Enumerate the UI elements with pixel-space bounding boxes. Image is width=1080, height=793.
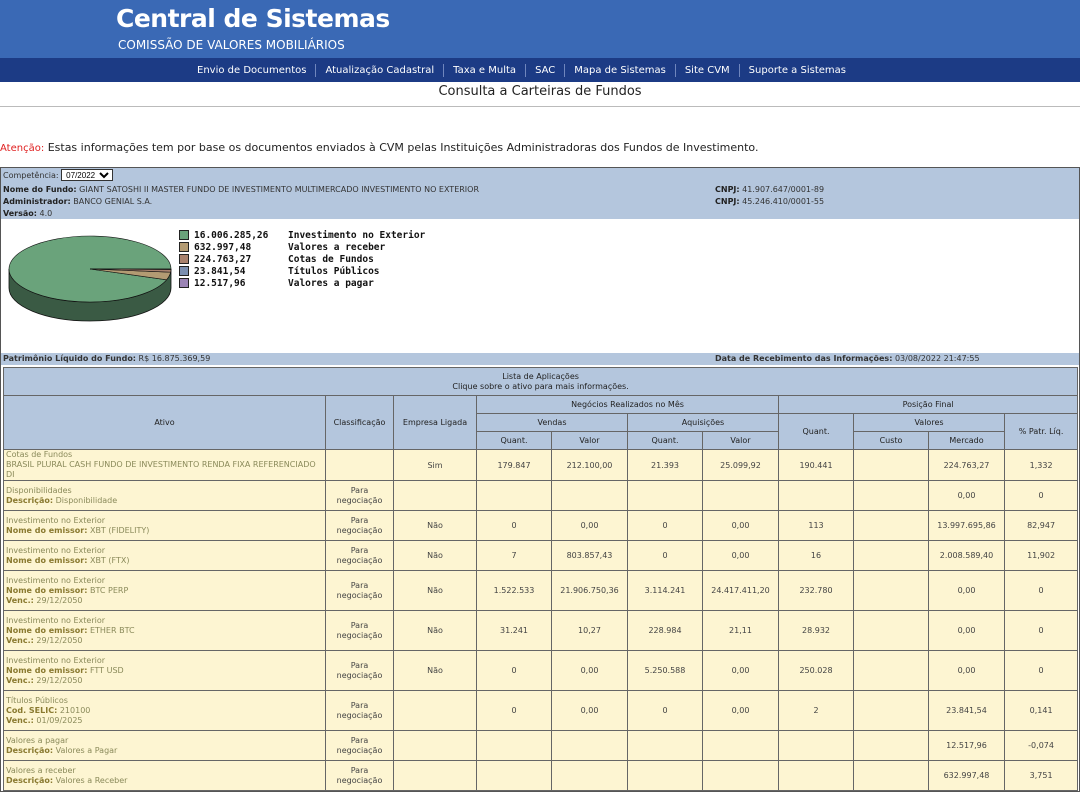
posicao-quant-cell: 113 [779, 511, 854, 541]
version-value: 4.0 [36, 209, 53, 218]
empresa-ligada-cell [394, 731, 477, 761]
patr-liq-cell: 1,332 [1005, 450, 1078, 481]
site-header [0, 0, 1080, 58]
mercado-cell: 224.763,27 [929, 450, 1005, 481]
asset-cell[interactable] [4, 511, 326, 541]
col-patr-liq: % Patr. Líq. [1005, 414, 1078, 450]
asset-detail-label: Nome do emissor: [6, 625, 88, 635]
col-ativo: Ativo [4, 396, 326, 450]
classification-line1: Para [350, 620, 369, 630]
aquis-valor-cell: 21,11 [703, 611, 779, 651]
asset-cell[interactable] [4, 691, 326, 731]
mercado-cell: 0,00 [929, 571, 1005, 611]
patr-liq-cell: 82,947 [1005, 511, 1078, 541]
site-subtitle: COMISSÃO DE VALORES MOBILIÁRIOS [118, 38, 345, 52]
classification-line2: negociação [336, 710, 383, 720]
fund-name-row [3, 185, 479, 194]
vendas-quant-cell: 0 [477, 651, 552, 691]
posicao-quant-cell: 28.932 [779, 611, 854, 651]
classification-line1: Para [350, 660, 369, 670]
classification-line1: Para [350, 485, 369, 495]
legend-value: 16.006.285,26 [194, 229, 269, 241]
col-aquisicoes: Aquisições [628, 414, 779, 432]
aquis-quant-cell: 0 [628, 511, 703, 541]
classification-line2: negociação [336, 590, 383, 600]
legend-label: Títulos Públicos [288, 265, 380, 277]
patr-liq-cell: 11,902 [1005, 541, 1078, 571]
mercado-cell: 13.997.695,86 [929, 511, 1005, 541]
vendas-valor-cell: 10,27 [552, 611, 628, 651]
classification-line2: negociação [336, 555, 383, 565]
cnpj-admin-value: 45.246.410/0001-55 [739, 197, 825, 206]
custo-cell [854, 651, 929, 691]
vendas-valor-cell: 21.906.750,36 [552, 571, 628, 611]
col-empresa-ligada: Empresa Ligada [394, 396, 477, 450]
asset-venc-value: 01/09/2025 [33, 715, 83, 725]
empresa-ligada-cell [394, 761, 477, 791]
legend-value: 224.763,27 [194, 253, 252, 265]
classification-line2: negociação [336, 630, 383, 640]
vendas-valor-cell: 0,00 [552, 511, 628, 541]
asset-detail-value: Disponibilidade [53, 495, 118, 505]
patr-liq-cell: 0 [1005, 571, 1078, 611]
col-posicao-final: Posição Final [779, 396, 1078, 414]
top-nav [0, 58, 1080, 82]
posicao-quant-cell [779, 481, 854, 511]
posicao-quant-cell: 232.780 [779, 571, 854, 611]
legend-item [179, 265, 425, 277]
asset-detail-label: Descrição: [6, 745, 54, 755]
classification-line1: Para [350, 545, 369, 555]
fund-info [1, 168, 1079, 219]
col-vendas-valor: Valor [552, 432, 628, 450]
asset-detail-value: BRASIL PLURAL CASH FUNDO DE INVESTIMENTO RENDA FIXA REFERENCIADO DI [6, 460, 316, 479]
vendas-valor-cell: 212.100,00 [552, 450, 628, 481]
competencia-label: Competência: [3, 171, 59, 180]
mercado-cell: 2.008.589,40 [929, 541, 1005, 571]
table-body [4, 450, 1078, 791]
asset-type: Investimento no Exterior [6, 575, 106, 585]
posicao-quant-cell: 250.028 [779, 651, 854, 691]
aquis-quant-cell: 3.114.241 [628, 571, 703, 611]
site-title: Central de Sistemas [116, 4, 390, 33]
col-aquis-valor: Valor [703, 432, 779, 450]
legend-swatch [179, 254, 189, 264]
legend-swatch [179, 266, 189, 276]
col-vendas-quant: Quant. [477, 432, 552, 450]
version-label: Versão: [3, 209, 37, 218]
asset-detail-value: ETHER BTC [87, 625, 135, 635]
custo-cell [854, 571, 929, 611]
pl-row [3, 354, 210, 363]
classification-line1: Para [350, 580, 369, 590]
applications-table [3, 367, 1078, 791]
aquis-valor-cell: 24.417.411,20 [703, 571, 779, 611]
asset-cell[interactable] [4, 481, 326, 511]
legend-swatch [179, 230, 189, 240]
asset-detail-value: 210100 [57, 705, 91, 715]
aquis-valor-cell [703, 731, 779, 761]
aquis-quant-cell [628, 731, 703, 761]
asset-type: Investimento no Exterior [6, 545, 106, 555]
legend-item [179, 253, 425, 265]
table-row [4, 651, 1078, 691]
nav-item-envio-de-documentos[interactable]: Envio de Documentos [188, 64, 316, 77]
cnpj-fund-label: CNPJ: [715, 185, 740, 194]
table-row [4, 511, 1078, 541]
caption-title: Lista de Aplicações [502, 371, 579, 381]
asset-detail-label: Nome do emissor: [6, 585, 88, 595]
aquis-valor-cell: 0,00 [703, 651, 779, 691]
cnpj-admin-row [715, 197, 824, 206]
vendas-quant-cell: 31.241 [477, 611, 552, 651]
admin-label: Administrador: [3, 197, 71, 206]
vendas-quant-cell: 0 [477, 511, 552, 541]
table-row [4, 731, 1078, 761]
page-title: Consulta a Carteiras de Fundos [438, 84, 642, 99]
asset-type: Cotas de Fundos [6, 450, 73, 459]
asset-detail-value: BTC PERP [87, 585, 129, 595]
custo-cell [854, 731, 929, 761]
cnpj-admin-label: CNPJ: [715, 197, 740, 206]
mercado-cell: 12.517,96 [929, 731, 1005, 761]
asset-detail-value: Valores a Pagar [53, 745, 118, 755]
table-row [4, 571, 1078, 611]
asset-cell[interactable] [4, 541, 326, 571]
col-negocios: Negócios Realizados no Mês [477, 396, 779, 414]
vendas-quant-cell: 7 [477, 541, 552, 571]
legend-label: Cotas de Fundos [288, 253, 374, 265]
classification-line1: Para [350, 700, 369, 710]
col-valores: Valores [854, 414, 1005, 432]
asset-type: Investimento no Exterior [6, 655, 106, 665]
vendas-quant-cell [477, 761, 552, 791]
asset-detail-label: Nome do emissor: [6, 665, 88, 675]
empresa-ligada-cell: Não [394, 511, 477, 541]
legend-label: Investimento no Exterior [288, 229, 426, 241]
classification-line1: Para [350, 765, 369, 775]
asset-detail-label: Descrição: [6, 775, 54, 785]
asset-type: Valores a pagar [6, 735, 69, 745]
asset-type: Disponibilidades [6, 485, 72, 495]
legend-swatch [179, 278, 189, 288]
classification-cell [326, 481, 394, 511]
table-row [4, 450, 1078, 481]
asset-detail-value: FTT USD [87, 665, 124, 675]
receipt-value: 03/08/2022 21:47:55 [892, 354, 980, 363]
classification-line2: negociação [336, 495, 383, 505]
pl-value: R$ 16.875.369,59 [136, 354, 211, 363]
posicao-quant-cell [779, 761, 854, 791]
competencia-row [3, 169, 113, 181]
table-caption-row [4, 368, 1078, 396]
empresa-ligada-cell [394, 691, 477, 731]
posicao-quant-cell: 16 [779, 541, 854, 571]
asset-venc-label: Venc.: [6, 595, 34, 605]
asset-detail-label: Descrição: [6, 495, 54, 505]
legend-swatch [179, 242, 189, 252]
custo-cell [854, 450, 929, 481]
asset-cell[interactable] [4, 761, 326, 791]
asset-venc-label: Venc.: [6, 715, 34, 725]
table-row [4, 691, 1078, 731]
col-vendas: Vendas [477, 414, 628, 432]
nav-item-site-cvm[interactable]: Site CVM [676, 64, 740, 77]
posicao-quant-cell: 2 [779, 691, 854, 731]
asset-detail-label: Cod. SELIC: [6, 705, 58, 715]
aquis-valor-cell: 25.099,92 [703, 450, 779, 481]
caption-hint: Clique sobre o ativo para mais informações. [452, 381, 629, 391]
classification-cell [326, 571, 394, 611]
mercado-cell: 23.841,54 [929, 691, 1005, 731]
mercado-cell: 632.997,48 [929, 761, 1005, 791]
custo-cell [854, 691, 929, 731]
portfolio-chart [1, 219, 1079, 353]
vendas-quant-cell: 0 [477, 691, 552, 731]
asset-type: Investimento no Exterior [6, 615, 106, 625]
aquis-quant-cell: 21.393 [628, 450, 703, 481]
empresa-ligada-cell: Não [394, 541, 477, 571]
col-classificacao: Classificação [326, 396, 394, 450]
receipt-row [715, 354, 980, 363]
aquis-valor-cell: 0,00 [703, 511, 779, 541]
aquis-valor-cell [703, 761, 779, 791]
asset-detail-value: XBT (FIDELITY) [87, 525, 150, 535]
aquis-valor-cell: 0,00 [703, 541, 779, 571]
classification-cell [326, 511, 394, 541]
legend-label: Valores a pagar [288, 277, 374, 289]
nav-item-sac[interactable]: SAC [526, 64, 565, 77]
attention-notice [0, 141, 758, 154]
empresa-ligada-cell: Não [394, 611, 477, 651]
asset-detail-value: XBT (FTX) [87, 555, 130, 565]
aquis-valor-cell [703, 481, 779, 511]
legend-item [179, 229, 425, 241]
patr-liq-cell: 0 [1005, 611, 1078, 651]
classification-cell [326, 651, 394, 691]
chart-legend [179, 229, 425, 289]
legend-value: 12.517,96 [194, 277, 246, 289]
aquis-quant-cell: 0 [628, 541, 703, 571]
custo-cell [854, 761, 929, 791]
mercado-cell: 0,00 [929, 481, 1005, 511]
vendas-quant-cell [477, 731, 552, 761]
vendas-quant-cell: 1.522.533 [477, 571, 552, 611]
classification-cell [326, 541, 394, 571]
attention-text: Estas informações tem por base os documentos enviados à CVM pelas Instituições Administradoras dos Fundos de Investimento. [44, 141, 759, 154]
nav-item-taxa-e-multa[interactable]: Taxa e Multa [444, 64, 526, 77]
custo-cell [854, 611, 929, 651]
table-row [4, 541, 1078, 571]
nav-item-suporte-a-sistemas[interactable]: Suporte a Sistemas [748, 64, 846, 76]
aquis-valor-cell: 0,00 [703, 691, 779, 731]
asset-venc-value: 29/12/2050 [33, 595, 83, 605]
vendas-quant-cell [477, 481, 552, 511]
attention-label: Atenção: [0, 143, 45, 154]
patr-liq-cell: 3,751 [1005, 761, 1078, 791]
classification-line1: Para [350, 515, 369, 525]
asset-type: Valores a receber [6, 765, 76, 775]
legend-label: Valores a receber [288, 241, 386, 253]
classification-cell [326, 691, 394, 731]
custo-cell [854, 481, 929, 511]
table-row [4, 481, 1078, 511]
col-pos-quant: Quant. [779, 414, 854, 450]
asset-type: Títulos Públicos [6, 695, 68, 705]
asset-cell[interactable] [4, 651, 326, 691]
patr-liq-cell: -0,074 [1005, 731, 1078, 761]
empresa-ligada-cell [394, 481, 477, 511]
asset-detail-label: Nome do emissor: [6, 555, 88, 565]
asset-detail-label: Nome do emissor: [6, 525, 88, 535]
admin-value: BANCO GENIAL S.A. [70, 197, 153, 206]
col-mercado: Mercado [929, 432, 1005, 450]
aquis-quant-cell: 228.984 [628, 611, 703, 651]
asset-type: Investimento no Exterior [6, 515, 106, 525]
classification-line2: negociação [336, 670, 383, 680]
aquis-quant-cell [628, 481, 703, 511]
fund-panel [0, 167, 1080, 792]
aquis-quant-cell: 5.250.588 [628, 651, 703, 691]
custo-cell [854, 511, 929, 541]
asset-cell[interactable] [4, 450, 326, 481]
header-row-1 [4, 396, 1078, 414]
nav-list [188, 58, 855, 82]
pl-bar [1, 353, 1079, 365]
pie-chart [1, 219, 179, 353]
vendas-valor-cell [552, 481, 628, 511]
legend-value: 23.841,54 [194, 265, 246, 277]
table-row [4, 761, 1078, 791]
asset-venc-value: 29/12/2050 [33, 635, 83, 645]
aquis-quant-cell: 0 [628, 691, 703, 731]
patr-liq-cell: 0,141 [1005, 691, 1078, 731]
asset-detail-value: Valores a Receber [53, 775, 128, 785]
vendas-valor-cell [552, 731, 628, 761]
col-custo: Custo [854, 432, 929, 450]
competencia-select[interactable] [61, 169, 113, 181]
classification-cell [326, 611, 394, 651]
fund-name-label: Nome do Fundo: [3, 185, 77, 194]
custo-cell [854, 541, 929, 571]
vendas-quant-cell: 179.847 [477, 450, 552, 481]
patr-liq-cell: 0 [1005, 481, 1078, 511]
posicao-quant-cell: 190.441 [779, 450, 854, 481]
vendas-valor-cell: 803.857,43 [552, 541, 628, 571]
asset-cell[interactable] [4, 611, 326, 651]
asset-cell[interactable] [4, 731, 326, 761]
asset-venc-label: Venc.: [6, 635, 34, 645]
cnpj-fund-row [715, 185, 824, 194]
empresa-ligada-cell: Sim [394, 450, 477, 481]
pl-label: Patrimônio Líquido do Fundo: [3, 354, 137, 363]
classification-cell [326, 731, 394, 761]
receipt-label: Data de Recebimento das Informações: [715, 354, 893, 363]
mercado-cell: 0,00 [929, 611, 1005, 651]
asset-cell[interactable] [4, 571, 326, 611]
table-row [4, 611, 1078, 651]
classification-cell [326, 450, 394, 481]
col-aquis-quant: Quant. [628, 432, 703, 450]
asset-venc-label: Venc.: [6, 675, 34, 685]
asset-venc-value: 29/12/2050 [33, 675, 83, 685]
legend-value: 632.997,48 [194, 241, 252, 253]
classification-line2: negociação [336, 775, 383, 785]
admin-row [3, 197, 152, 206]
table-caption [4, 368, 1078, 396]
nav-item-atualizacao-cadastral[interactable]: Atualização Cadastral [316, 64, 444, 77]
version-row [3, 209, 52, 218]
vendas-valor-cell: 0,00 [552, 691, 628, 731]
posicao-quant-cell [779, 731, 854, 761]
empresa-ligada-cell: Não [394, 651, 477, 691]
classification-line1: Para [350, 735, 369, 745]
vendas-valor-cell: 0,00 [552, 651, 628, 691]
vendas-valor-cell [552, 761, 628, 791]
legend-item [179, 241, 425, 253]
empresa-ligada-cell: Não [394, 571, 477, 611]
aquis-quant-cell [628, 761, 703, 791]
title-divider [0, 106, 1080, 107]
classification-cell [326, 761, 394, 791]
mercado-cell: 0,00 [929, 651, 1005, 691]
nav-item-mapa-de-sistemas[interactable]: Mapa de Sistemas [565, 64, 676, 77]
classification-line2: negociação [336, 745, 383, 755]
fund-name-value: GIANT SATOSHI II MASTER FUNDO DE INVESTIMENTO MULTIMERCADO INVESTIMENTO NO EXTERIOR [76, 185, 480, 194]
cnpj-fund-value: 41.907.647/0001-89 [739, 185, 825, 194]
legend-item [179, 277, 425, 289]
classification-line2: negociação [336, 525, 383, 535]
patr-liq-cell: 0 [1005, 651, 1078, 691]
